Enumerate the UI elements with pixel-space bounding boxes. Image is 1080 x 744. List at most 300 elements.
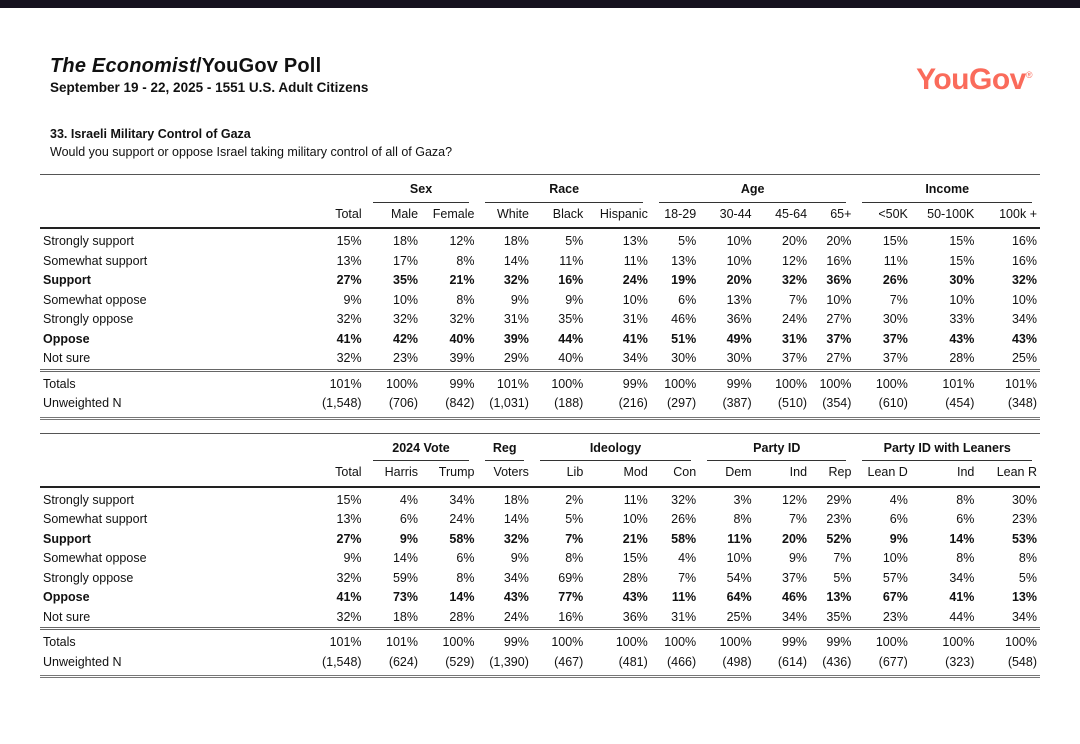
value-cell: 4% [678,551,697,565]
poll-subtitle: September 19 - 22, 2025 - 1551 U.S. Adult Citizens [50,80,369,95]
footer-value-cell: 99% [755,629,810,653]
group-header-row [40,433,1040,461]
value-cell: 39% [503,331,529,346]
footer-value-cell: 99% [477,629,531,653]
table-row [40,228,1040,252]
footer-value-cell: 101% [292,629,365,653]
group-header-spacer [40,175,292,203]
footer-value-cell: (1,390) [489,654,529,669]
value-cell: 49% [726,331,752,346]
row-label: Support [43,531,91,546]
footer-value-cell: 100% [755,370,810,394]
value-cell: 21% [622,531,648,546]
value-cell: 4% [399,492,418,507]
value-cell: 10% [622,512,648,526]
table-row [40,310,1040,330]
value-cell: 9% [565,292,584,307]
group-header [477,433,531,461]
value-cell: 23% [882,609,908,624]
value-cell: 35% [558,312,584,326]
column-header: Female [421,203,477,229]
footer-value-cell: (1,031) [489,396,529,410]
value-cell: 30% [949,273,975,287]
value-cell: 11% [727,531,752,546]
column-header: Harris [365,461,421,487]
value-cell: 41% [622,331,648,346]
value-cell: 6% [678,292,697,307]
value-cell: 10% [882,551,908,565]
value-cell: 13% [726,292,752,307]
footer-value-cell: (387) [722,396,752,410]
table-row [40,510,1040,530]
row-label: Somewhat support [43,253,148,268]
value-cell: 7% [889,292,908,307]
footer-value-cell: 100% [532,370,586,394]
value-cell: 37% [782,351,808,365]
table-row [40,608,1040,629]
footer-value-cell: (354) [822,396,852,410]
value-cell: 10% [949,292,975,307]
value-cell: 29% [826,492,852,507]
footer-row [40,629,1040,653]
footer-row-label: Unweighted N [43,396,122,410]
group-header [854,175,1040,203]
value-cell: 13% [336,512,362,526]
value-cell: 58% [671,531,697,546]
value-cell: 34% [1011,312,1037,326]
value-cell: 6% [456,551,475,565]
value-cell: 29% [503,351,529,365]
value-cell: 13% [826,590,852,604]
value-cell: 67% [882,590,908,604]
column-header: Ind [755,461,810,487]
registered-mark-icon: ® [1025,70,1032,80]
footer-value-cell: 100% [911,629,978,653]
value-cell: 28% [949,351,975,365]
value-cell: 10% [393,292,419,307]
column-header-row [40,461,1040,487]
group-header [292,175,365,203]
value-cell: 8% [565,551,584,565]
value-cell: 20% [782,234,808,248]
column-header: Mod [586,461,651,487]
yougov-logo-text: YouGov [916,63,1026,96]
footer-row [40,370,1040,394]
demographics-table-container [40,174,1040,420]
value-cell: 12% [449,234,475,248]
value-cell: 40% [558,351,584,365]
group-header-label: Sex [373,182,470,203]
group-header [651,175,855,203]
value-cell: 41% [336,590,362,604]
value-cell: 13% [336,253,362,268]
value-cell: 7% [565,531,584,546]
footer-row [40,394,1040,418]
value-cell: 15% [622,551,648,565]
value-cell: 17% [393,253,419,268]
footer-value-cell: 100% [365,370,421,394]
footer-value-cell: (842) [445,396,475,410]
value-cell: 14% [392,551,418,565]
footer-value-cell: (297) [667,396,697,410]
value-cell: 33% [949,312,975,326]
footer-value-cell: (454) [945,396,975,410]
table-row [40,291,1040,311]
value-cell: 5% [1018,570,1037,585]
group-header-label: Age [659,182,847,203]
footer-value-cell: 100% [699,629,754,653]
group-header [365,175,478,203]
value-cell: 9% [510,551,529,565]
value-cell: 8% [456,292,475,307]
value-cell: 37% [882,351,908,365]
column-header: Black [532,203,586,229]
value-cell: 14% [949,531,975,546]
value-cell: 34% [503,570,529,585]
question-block [40,127,1040,159]
group-header-spacer [40,433,292,461]
value-cell: 30% [882,312,908,326]
value-cell: 36% [622,609,648,624]
footer-value-cell: (548) [1007,654,1037,669]
poll-page [0,55,1080,678]
value-cell: 43% [503,590,529,604]
value-cell: 9% [788,551,808,565]
value-cell: 32% [336,351,362,365]
row-label: Support [43,273,91,287]
footer-value-cell: (436) [822,654,852,669]
value-cell: 58% [449,531,475,546]
value-cell: 20% [726,273,752,287]
row-label: Oppose [43,590,90,604]
value-cell: 34% [1011,609,1037,624]
group-header [854,433,1040,461]
title-block [50,55,368,95]
value-cell: 19% [671,273,697,287]
value-cell: 8% [456,253,475,268]
value-cell: 16% [1011,234,1037,248]
table-row [40,530,1040,550]
value-cell: 46% [671,312,697,326]
value-cell: 42% [393,331,419,346]
row-label: Somewhat oppose [43,292,147,307]
value-cell: 13% [1011,590,1037,604]
poll-title-yougov: /YouGov Poll [195,55,322,77]
footer-value-cell: 100% [810,370,854,394]
group-header-label: Race [485,182,642,203]
column-header: Con [651,461,699,487]
table-row [40,549,1040,569]
value-cell: 5% [565,234,584,248]
value-cell: 32% [393,312,419,326]
value-cell: 15% [336,234,362,248]
value-cell: 15% [949,253,975,268]
value-cell: 54% [726,570,752,585]
value-cell: 43% [949,331,975,346]
value-cell: 20% [826,234,852,248]
footer-value-cell: 99% [421,370,477,394]
footer-value-cell: 100% [651,629,699,653]
footer-value-cell: 101% [911,370,978,394]
value-cell: 27% [826,312,852,326]
value-cell: 11% [671,590,697,604]
value-cell: 31% [782,331,808,346]
value-cell: 32% [336,570,362,585]
value-cell: 23% [393,351,419,365]
value-cell: 10% [826,292,852,307]
value-cell: 32% [1011,273,1037,287]
footer-value-cell: (610) [878,396,908,410]
footer-value-cell: (624) [388,654,418,669]
top-bar [0,0,1080,8]
footer-value-cell: 99% [810,629,854,653]
value-cell: 7% [678,570,697,585]
value-cell: 36% [826,273,852,287]
row-label: Somewhat oppose [43,551,147,565]
value-cell: 32% [449,312,475,326]
table-row [40,271,1040,291]
value-cell: 43% [1011,331,1037,346]
value-cell: 31% [503,312,529,326]
value-cell: 24% [449,512,475,526]
column-header: 30-44 [699,203,754,229]
value-cell: 23% [826,512,852,526]
value-cell: 11% [883,253,908,268]
value-cell: 27% [336,273,362,287]
value-cell: 10% [726,234,752,248]
footer-value-cell: (677) [878,654,908,669]
value-cell: 4% [889,492,908,507]
table-row [40,487,1040,511]
column-header: Total [292,461,365,487]
column-header: 100k + [977,203,1040,229]
value-cell: 8% [456,570,475,585]
value-cell: 14% [503,253,529,268]
column-header: Dem [699,461,754,487]
value-cell: 10% [726,253,752,268]
value-cell: 32% [336,312,362,326]
footer-value-cell: (188) [554,396,584,410]
value-cell: 14% [449,590,475,604]
column-header: Lean R [977,461,1040,487]
value-cell: 31% [671,609,697,624]
footer-row-label: Unweighted N [43,654,122,669]
value-cell: 12% [782,492,808,507]
value-cell: 11% [623,492,648,507]
value-cell: 11% [559,253,584,268]
group-header [477,175,650,203]
value-cell: 41% [949,590,975,604]
value-cell: 34% [949,570,975,585]
value-cell: 31% [622,312,648,326]
footer-value-cell: (529) [445,654,475,669]
footer-value-cell: (510) [777,396,808,410]
column-header: 18-29 [651,203,699,229]
value-cell: 25% [1011,351,1037,365]
politics-table [40,433,1040,679]
footer-value-cell: (466) [666,654,697,669]
footer-value-cell: (614) [777,654,808,669]
table-row [40,569,1040,589]
footer-value-cell: 99% [586,370,651,394]
column-header: 65+ [810,203,854,229]
value-cell: 18% [392,609,418,624]
value-cell: 37% [882,331,908,346]
footer-row [40,653,1040,677]
value-cell: 7% [789,292,808,307]
value-cell: 6% [956,512,975,526]
column-header: Lib [532,461,586,487]
table-row [40,252,1040,272]
value-cell: 25% [726,609,752,624]
column-header: 45-64 [755,203,810,229]
value-cell: 27% [336,531,362,546]
row-label: Somewhat support [43,512,148,526]
column-header: <50K [854,203,910,229]
group-header-label: 2024 Vote [373,441,470,462]
value-cell: 15% [949,234,975,248]
value-cell: 36% [726,312,752,326]
column-header-spacer [40,461,292,487]
poll-title-economist: The Economist [50,55,196,77]
value-cell: 35% [826,609,852,624]
value-cell: 6% [889,512,908,526]
value-cell: 8% [733,512,752,526]
value-cell: 3% [733,492,752,507]
footer-value-cell: 100% [854,629,910,653]
value-cell: 18% [503,492,529,507]
value-cell: 5% [678,234,697,248]
value-cell: 32% [671,492,697,507]
value-cell: 6% [399,512,418,526]
column-header-row [40,203,1040,229]
value-cell: 35% [393,273,419,287]
value-cell: 51% [671,331,697,346]
footer-value-cell: 101% [977,370,1040,394]
value-cell: 30% [1011,492,1037,507]
row-label: Not sure [43,609,91,624]
value-cell: 57% [882,570,908,585]
column-header: White [477,203,531,229]
value-cell: 28% [622,570,648,585]
footer-value-cell: 99% [699,370,754,394]
row-label: Not sure [43,351,91,365]
value-cell: 32% [503,531,529,546]
value-cell: 16% [558,273,584,287]
row-label: Strongly support [43,492,135,507]
footer-value-cell: (216) [618,396,648,410]
row-label: Oppose [43,331,90,346]
value-cell: 73% [392,590,418,604]
footer-value-cell: 100% [651,370,699,394]
value-cell: 32% [782,273,808,287]
question-text: Would you support or oppose Israel taking military control of all of Gaza? [50,145,453,159]
value-cell: 40% [449,331,475,346]
column-header: Rep [810,461,854,487]
value-cell: 39% [449,351,475,365]
value-cell: 2% [565,492,584,507]
footer-value-cell: 100% [977,629,1040,653]
value-cell: 18% [393,234,419,248]
value-cell: 14% [503,512,529,526]
value-cell: 43% [622,590,648,604]
column-header: Total [292,203,365,229]
value-cell: 59% [392,570,418,585]
value-cell: 5% [565,512,584,526]
value-cell: 46% [782,590,808,604]
group-header [699,433,854,461]
table-row [40,588,1040,608]
group-header-label: Income [862,182,1032,203]
table-row [40,349,1040,370]
value-cell: 9% [399,531,418,546]
table-row [40,330,1040,350]
value-cell: 8% [1018,551,1037,565]
footer-value-cell: 101% [477,370,531,394]
value-cell: 23% [1011,512,1037,526]
politics-table-container [40,433,1040,679]
value-cell: 32% [336,609,362,624]
footer-value-cell: (1,548) [321,396,362,410]
footer-value-cell: 100% [586,629,651,653]
value-cell: 15% [336,492,362,507]
group-header-label: Ideology [540,441,691,462]
footer-value-cell: (348) [1007,396,1037,410]
group-header-label: Party ID with Leaners [862,441,1032,462]
value-cell: 24% [503,609,529,624]
footer-row-label: Totals [40,370,292,394]
value-cell: 8% [956,492,975,507]
column-header: 50-100K [911,203,978,229]
value-cell: 12% [782,253,808,268]
value-cell: 26% [671,512,697,526]
value-cell: 7% [833,551,852,565]
value-cell: 7% [788,512,808,526]
column-header: Voters [477,461,531,487]
value-cell: 9% [510,292,529,307]
footer-value-cell: (706) [388,396,419,410]
value-cell: 10% [622,292,648,307]
column-header: Male [365,203,421,229]
value-cell: 13% [622,234,648,248]
value-cell: 30% [726,351,752,365]
value-cell: 34% [449,492,475,507]
value-cell: 13% [671,253,697,268]
value-cell: 24% [622,273,648,287]
footer-value-cell: (467) [554,654,584,669]
value-cell: 44% [558,331,584,346]
column-header: Hispanic [586,203,651,229]
value-cell: 15% [882,234,908,248]
value-cell: 20% [782,531,808,546]
value-cell: 28% [449,609,475,624]
group-header-label: Party ID [707,441,846,462]
group-header [365,433,478,461]
footer-value-cell: (498) [722,654,752,669]
value-cell: 9% [343,551,362,565]
value-cell: 34% [782,609,808,624]
group-header-label: Reg [485,441,523,462]
value-cell: 52% [826,531,852,546]
value-cell: 69% [558,570,584,585]
value-cell: 16% [558,609,584,624]
value-cell: 64% [726,590,752,604]
value-cell: 77% [558,590,584,604]
footer-value-cell: 101% [292,370,365,394]
question-title: 33. Israeli Military Control of Gaza [50,127,251,141]
value-cell: 26% [882,273,908,287]
value-cell: 9% [343,292,362,307]
